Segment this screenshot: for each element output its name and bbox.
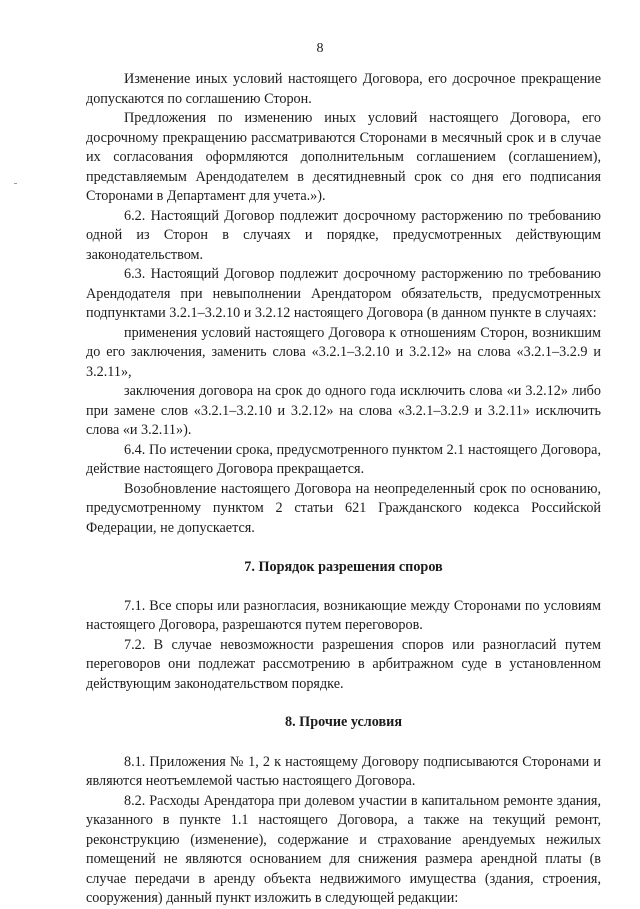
paragraph-6-3: 6.3. Настоящий Договор подлежит досрочному расторжению по требованию Арендодателя при невыполнении Арендатором обязательств, предусмотренных подпунктами 3.2.1–3.2.10 и 3.2.12 настоящего Договора (в данном пункте в случаях:: [86, 266, 601, 321]
document-body: [86, 70, 601, 909]
paragraph-8-1: 8.1. Приложения № 1, 2 к настоящему Договору подписываются Сторонами и являются неотъемлемой частью настоящего Договора.: [86, 753, 601, 789]
paragraph: Предложения по изменению иных условий настоящего Договора, его досрочному прекращению рассматриваются Сторонами в месячный срок и в случае их согласования оформляются дополнительным соглашением (соглашением), представляемым Арендодателем в десятидневный срок со дня его подписания Сторонами в Департамент для учета.»).: [86, 110, 601, 204]
section-7-heading: 7. Порядок разрешения споров: [244, 559, 443, 575]
paragraph-6-2: 6.2. Настоящий Договор подлежит досрочному расторжению по требованию одной из Сторон в случаях и порядке, предусмотренных действующим законодательством.: [86, 207, 601, 263]
scan-speck: [14, 183, 17, 184]
paragraph: применения условий настоящего Договора к отношениям Сторон, возникшим до его заключения, заменить слова «3.2.1–3.2.10 и 3.2.12» на слова «3.2.1–3.2.9 и 3.2.11»,: [86, 324, 601, 380]
paragraph-8-2: 8.2. Расходы Арендатора при долевом участии в капитальном ремонте здания, указанного в пункте 1.1 настоящего Договора, а также на текущий ремонт, реконструкцию (изменение), содержание и страхование арендуемых нежилых помещений не являются основанием для снижения размера арендной платы (в случае передачи в аренду объекта недвижимого имущества (здания, строения, сооружения) данный пункт изложить в следующей редакции:: [86, 792, 601, 906]
page-number: 8: [316, 41, 324, 56]
paragraph: Возобновление настоящего Договора на неопределенный срок по основанию, предусмотренному пунктом 2 статьи 621 Гражданского кодекса Российской Федерации, не допускается.: [86, 480, 601, 536]
paragraph-7-2: 7.2. В случае невозможности разрешения споров или разногласий путем переговоров они подлежат рассмотрению в арбитражном суде в установленном действующим законодательством порядке.: [86, 636, 601, 692]
paragraph: Изменение иных условий настоящего Договора, его досрочное прекращение допускаются по соглашению Сторон.: [86, 71, 601, 107]
section-8-heading: 8. Прочие условия: [284, 714, 403, 730]
paragraph-6-4: 6.4. По истечении срока, предусмотренного пунктом 2.1 настоящего Договора, действие настоящего Договора прекращается.: [86, 441, 601, 477]
paragraph: заключения договора на срок до одного года исключить слова «и 3.2.12» либо при замене слов «3.2.1–3.2.10 и 3.2.12» на слова «3.2.1–3.2.9 и 3.2.11» исключить слова «и 3.2.11»).: [86, 383, 601, 438]
paragraph-7-1: 7.1. Все споры или разногласия, возникающие между Сторонами по условиям настоящего Договора, разрешаются путем переговоров.: [86, 597, 601, 633]
